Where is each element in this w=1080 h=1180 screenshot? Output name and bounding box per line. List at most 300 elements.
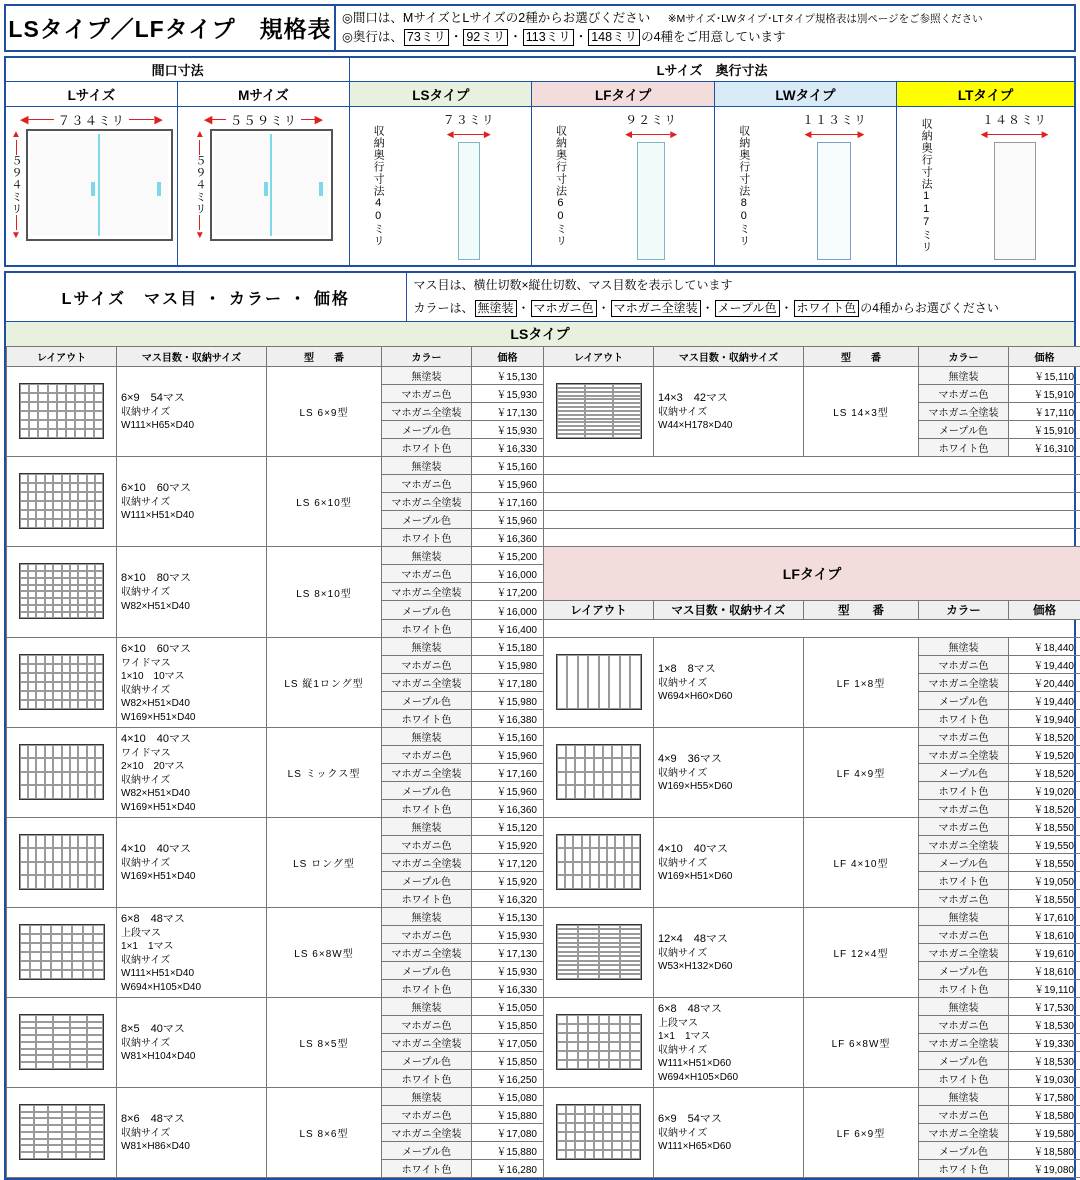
dimension-drawing-row (5, 106, 1075, 266)
column-header: 価格 (472, 347, 544, 367)
price-cell: ￥18,550 (1009, 818, 1080, 836)
color-cell: マホガニ全塗装 (382, 1124, 472, 1142)
layout-grid-diagram (19, 473, 105, 529)
color-cell: マホガニ全塗装 (382, 403, 472, 421)
size-line: W694×H105×D40 (121, 981, 262, 995)
color-cell: 無塗装 (382, 1088, 472, 1106)
spec-cell (654, 728, 804, 818)
color-chip-mutoso: 無塗装 (475, 300, 517, 317)
price-cell: ￥17,160 (472, 764, 544, 782)
depth-lw-value: １１３ミリ (802, 111, 867, 128)
size-line: 収納サイズ (658, 406, 799, 420)
price-note-1: マス目は、横仕切数×縦仕切数、マス目数を表示しています (408, 274, 1074, 297)
price-cell: ￥16,360 (472, 800, 544, 818)
price-cell: ￥15,850 (472, 1016, 544, 1034)
layout-grid-diagram (19, 654, 105, 710)
spacer-cell (544, 620, 1080, 638)
header-note-2: ◎奥行は、 73ミリ ・ 92ミリ ・ 113ミリ ・ 148ミリ の4種をご用意しています (342, 28, 1068, 47)
empty-cell (544, 475, 1080, 493)
color-cell: メープル色 (382, 962, 472, 980)
spec-cell (654, 1088, 804, 1178)
price-cell: ￥18,520 (1009, 728, 1080, 746)
price-cell: ￥16,330 (472, 980, 544, 998)
color-cell: メープル色 (919, 1142, 1009, 1160)
price-cell: ￥18,550 (1009, 890, 1080, 908)
layout-cell (7, 547, 117, 638)
price-cell: ￥18,610 (1009, 926, 1080, 944)
dimension-group-header-row (5, 57, 1075, 82)
model-cell: LS 6×9型 (267, 367, 382, 457)
spec-cell (654, 367, 804, 457)
layout-cell (544, 728, 654, 818)
price-cell: ￥18,580 (1009, 1106, 1080, 1124)
price-cell: ￥19,050 (1009, 872, 1080, 890)
price-note-2: カラーは、 無塗装 ・ マホガニ色 ・ マホガニ全塗装 ・ メープル色 ・ ホワイト色 の4種からお選びください (408, 297, 1074, 320)
price-cell: ￥19,440 (1009, 656, 1080, 674)
empty-cell (544, 457, 1080, 475)
header-note-1-text: ◎間口は、MサイズとLサイズの2種からお選びください (342, 11, 650, 25)
page-title: LSタイプ／LFタイプ 規格表 (6, 6, 336, 50)
color-cell: ホワイト色 (382, 710, 472, 728)
color-cell: 無塗装 (382, 547, 472, 565)
color-cell: メープル色 (919, 764, 1009, 782)
color-cell: マホガニ全塗装 (382, 583, 472, 601)
layout-cell (544, 908, 654, 998)
depth-ls-value: ７３ミリ (443, 111, 495, 128)
empty-cell (544, 493, 1080, 511)
layout-cell (7, 638, 117, 728)
price-cell: ￥17,050 (472, 1034, 544, 1052)
model-cell: LS ロング型 (267, 818, 382, 908)
header-band (4, 4, 1076, 52)
model-cell: LS 縦1ロング型 (267, 638, 382, 728)
price-cell: ￥15,880 (472, 1106, 544, 1124)
color-cell: メープル色 (382, 421, 472, 439)
price-cell: ￥16,330 (472, 439, 544, 457)
layout-cell (544, 638, 654, 728)
size-line: 収納サイズ (658, 947, 799, 961)
layout-grid-diagram (19, 1014, 105, 1070)
color-cell: マホガニ色 (919, 385, 1009, 403)
price-cell: ￥15,110 (1009, 367, 1080, 385)
depth-chip-73: 73ミリ (404, 29, 449, 47)
cabinet-drawing-m: ◀ ５５９ミリ ▶ ▲ ５９４ミリ ▼ (177, 106, 349, 266)
color-cell: ホワイト色 (382, 800, 472, 818)
table-row (7, 998, 1080, 1016)
color-chip-mahogany: マホガニ色 (531, 300, 597, 317)
color-cell: マホガニ色 (919, 800, 1009, 818)
price-cell: ￥15,080 (472, 1088, 544, 1106)
lf-type-band: LFタイプ (544, 547, 1080, 601)
column-header: 型 番 (804, 601, 919, 620)
layout-grid-diagram (556, 834, 642, 890)
price-cell: ￥18,520 (1009, 800, 1080, 818)
price-cell: ￥17,160 (472, 493, 544, 511)
color-cell: メープル色 (382, 1142, 472, 1160)
color-cell: メープル色 (382, 1052, 472, 1070)
col-type-lt: LTタイプ (897, 81, 1075, 106)
color-cell: マホガニ全塗装 (382, 1034, 472, 1052)
size-line: W169×H51×D60 (658, 870, 799, 884)
price-cell: ￥19,440 (1009, 692, 1080, 710)
size-line: W82×H51×D40 (121, 600, 262, 614)
model-cell: LF 12×4型 (804, 908, 919, 998)
color-cell: マホガニ全塗装 (919, 836, 1009, 854)
price-cell: ￥15,130 (472, 908, 544, 926)
price-cell: ￥18,530 (1009, 1052, 1080, 1070)
size-line: 収納サイズ (121, 1127, 262, 1141)
color-cell: メープル色 (382, 601, 472, 620)
price-section-title: Lサイズ マス目 ・ カラー ・ 価格 (6, 273, 406, 322)
cell-count: 14×3 42マス (658, 391, 799, 406)
color-chip-mahogany-full: マホガニ全塗装 (611, 300, 701, 317)
cell-count-sub2: 1×1 1マス (658, 1030, 799, 1044)
price-cell: ￥15,980 (472, 692, 544, 710)
ls-type-band: LSタイプ (6, 322, 1074, 346)
size-line: 収納サイズ (121, 496, 262, 510)
table-row (7, 818, 1080, 836)
price-cell: ￥15,050 (472, 998, 544, 1016)
color-cell: マホガニ全塗装 (382, 854, 472, 872)
column-header: カラー (919, 347, 1009, 367)
size-line: W111×H65×D60 (658, 1140, 799, 1154)
size-line: W111×H51×D60 (658, 1057, 799, 1071)
model-cell: LS 6×8W型 (267, 908, 382, 998)
size-line: 収納サイズ (121, 684, 262, 698)
layout-grid-diagram (19, 744, 105, 800)
price-cell: ￥16,400 (472, 620, 544, 638)
color-cell: ホワイト色 (382, 980, 472, 998)
price-cell: ￥17,080 (472, 1124, 544, 1142)
model-cell: LS ミックス型 (267, 728, 382, 818)
layout-cell (7, 998, 117, 1088)
color-cell: ホワイト色 (382, 529, 472, 547)
price-cell: ￥15,980 (472, 656, 544, 674)
size-line: 収納サイズ (121, 1037, 262, 1051)
color-cell: マホガニ色 (382, 926, 472, 944)
spec-cell (654, 908, 804, 998)
size-line: W169×H55×D60 (658, 780, 799, 794)
price-cell: ￥16,000 (472, 565, 544, 583)
color-cell: マホガニ色 (382, 565, 472, 583)
header-notes (336, 6, 1074, 50)
layout-grid-diagram (556, 744, 642, 800)
table-row (7, 908, 1080, 926)
empty-cell (544, 529, 1080, 547)
model-cell: LF 6×8W型 (804, 998, 919, 1088)
price-note-2-post: の4種からお選びください (860, 301, 999, 315)
empty-cell (544, 511, 1080, 529)
column-header-row (7, 347, 1080, 367)
color-cell: 無塗装 (919, 638, 1009, 656)
color-cell: マホガニ色 (919, 656, 1009, 674)
dimension-table (4, 56, 1076, 268)
column-header: カラー (919, 601, 1009, 620)
layout-cell (7, 818, 117, 908)
price-cell: ￥16,250 (472, 1070, 544, 1088)
color-cell: メープル色 (919, 421, 1009, 439)
column-header: レイアウト (7, 347, 117, 367)
header-note-1 (342, 9, 1068, 28)
cell-count: 6×9 54マス (121, 391, 262, 406)
price-note-2-pre: カラーは、 (414, 301, 474, 315)
color-cell: マホガニ色 (382, 475, 472, 493)
layout-cell (7, 728, 117, 818)
maguchi-header: 間口寸法 (5, 57, 350, 82)
price-cell: ￥17,130 (472, 403, 544, 421)
size-line: W44×H178×D40 (658, 419, 799, 433)
price-cell: ￥15,120 (472, 818, 544, 836)
column-header: 型 番 (804, 347, 919, 367)
cell-count: 1×8 8マス (658, 662, 799, 677)
size-line: W82×H51×D40 (121, 697, 262, 711)
depth-drawing-lw: 収納奥行寸法80ミリ １１３ミリ ◀ ▶ (714, 106, 896, 266)
depth-chip-113: 113ミリ (523, 29, 574, 47)
size-line: 収納サイズ (658, 857, 799, 871)
layout-grid-diagram (19, 834, 105, 890)
price-cell: ￥15,920 (472, 872, 544, 890)
price-cell: ￥15,160 (472, 457, 544, 475)
height-l-value: ５９４ミリ (8, 155, 24, 215)
size-line: W82×H51×D40 (121, 787, 262, 801)
depth-drawing-lf: 収納奥行寸法60ミリ ９２ミリ ◀ ▶ (532, 106, 714, 266)
spec-cell (117, 638, 267, 728)
price-cell: ￥17,580 (1009, 1088, 1080, 1106)
layout-grid-diagram (556, 924, 642, 980)
color-cell: マホガニ全塗装 (382, 493, 472, 511)
layout-grid-diagram (19, 383, 105, 439)
price-cell: ￥19,080 (1009, 1160, 1080, 1178)
layout-cell (544, 818, 654, 908)
price-cell: ￥16,320 (472, 890, 544, 908)
cell-count-sub: ワイドマス (121, 747, 262, 761)
price-cell: ￥20,440 (1009, 674, 1080, 692)
color-cell: マホガニ全塗装 (919, 746, 1009, 764)
color-cell: 無塗装 (919, 367, 1009, 385)
price-cell: ￥17,530 (1009, 998, 1080, 1016)
cell-count: 6×8 48マス (658, 1002, 799, 1017)
color-cell: マホガニ全塗装 (382, 764, 472, 782)
cell-count: 6×9 54マス (658, 1112, 799, 1127)
color-cell: 無塗装 (382, 998, 472, 1016)
spec-cell (117, 367, 267, 457)
spec-cell (117, 457, 267, 547)
spec-cell (117, 908, 267, 998)
price-notes (406, 273, 1074, 322)
layout-cell (7, 367, 117, 457)
cell-count-sub2: 2×10 20マス (121, 760, 262, 774)
color-chip-maple: メープル色 (715, 300, 780, 317)
price-cell: ￥15,850 (472, 1052, 544, 1070)
color-cell: マホガニ色 (382, 1016, 472, 1034)
price-cell: ￥16,280 (472, 1160, 544, 1178)
col-type-lw: LWタイプ (714, 81, 896, 106)
price-cell: ￥15,880 (472, 1142, 544, 1160)
depth-drawing-lt: 収納奥行寸法117ミリ １４８ミリ ◀ ▶ (897, 106, 1075, 266)
price-cell: ￥15,930 (472, 385, 544, 403)
color-cell: 無塗装 (919, 1088, 1009, 1106)
price-cell: ￥19,030 (1009, 1070, 1080, 1088)
price-cell: ￥16,000 (472, 601, 544, 620)
size-line: W169×H51×D40 (121, 711, 262, 725)
price-cell: ￥19,020 (1009, 782, 1080, 800)
depth-lf-side-label: 収納奥行寸法60ミリ (552, 125, 568, 247)
price-cell: ￥15,960 (472, 746, 544, 764)
color-cell: ホワイト色 (919, 980, 1009, 998)
layout-cell (544, 367, 654, 457)
table-row (7, 1088, 1080, 1106)
size-line: W81×H86×D40 (121, 1140, 262, 1154)
size-line: W81×H104×D40 (121, 1050, 262, 1064)
color-chip-white: ホワイト色 (794, 300, 860, 317)
size-line: 収納サイズ (121, 954, 262, 968)
size-line: 収納サイズ (121, 774, 262, 788)
price-cell: ￥15,960 (472, 475, 544, 493)
price-cell: ￥19,520 (1009, 746, 1080, 764)
col-size-l: Lサイズ (5, 81, 177, 106)
spec-cell (654, 638, 804, 728)
cell-count: 12×4 48マス (658, 932, 799, 947)
column-header: レイアウト (544, 601, 654, 620)
cell-count: 4×10 40マス (658, 842, 799, 857)
table-row (7, 638, 1080, 656)
cabinet-drawing-l: ◀ ７３４ミリ ▶ ▲ ５９４ミリ ▼ (5, 106, 177, 266)
color-cell: マホガニ色 (919, 728, 1009, 746)
price-cell: ￥15,200 (472, 547, 544, 565)
depth-drawing-ls: 収納奥行寸法40ミリ ７３ミリ ◀ ▶ (350, 106, 532, 266)
color-cell: ホワイト色 (919, 710, 1009, 728)
size-line: 収納サイズ (121, 857, 262, 871)
model-cell: LF 1×8型 (804, 638, 919, 728)
layout-grid-diagram (19, 924, 105, 980)
col-type-ls: LSタイプ (350, 81, 532, 106)
color-cell: メープル色 (919, 692, 1009, 710)
color-cell: マホガニ色 (919, 926, 1009, 944)
column-header: マス目数・収納サイズ (654, 601, 804, 620)
model-cell: LS 8×6型 (267, 1088, 382, 1178)
price-cell: ￥15,960 (472, 782, 544, 800)
layout-grid-diagram (556, 1104, 642, 1160)
size-line: W111×H51×D40 (121, 967, 262, 981)
price-cell: ￥15,930 (472, 926, 544, 944)
color-cell: ホワイト色 (382, 1070, 472, 1088)
color-cell: 無塗装 (382, 638, 472, 656)
cell-count-sub: 上段マス (658, 1017, 799, 1031)
column-header: カラー (382, 347, 472, 367)
model-cell: LS 14×3型 (804, 367, 919, 457)
color-cell: マホガニ全塗装 (919, 674, 1009, 692)
depth-lw-side-label: 収納奥行寸法80ミリ (736, 125, 752, 247)
size-line: 収納サイズ (658, 1127, 799, 1141)
price-cell: ￥18,520 (1009, 764, 1080, 782)
color-cell: マホガニ色 (382, 836, 472, 854)
price-cell: ￥15,910 (1009, 385, 1080, 403)
model-cell: LS 8×10型 (267, 547, 382, 638)
color-cell: マホガニ色 (919, 890, 1009, 908)
color-cell: マホガニ色 (919, 1106, 1009, 1124)
color-cell: マホガニ色 (382, 746, 472, 764)
header-note-2-post: の4種をご用意しています (641, 30, 785, 44)
cell-count: 8×6 48マス (121, 1112, 262, 1127)
size-line: W53×H132×D60 (658, 960, 799, 974)
price-cell: ￥15,930 (472, 421, 544, 439)
cell-count: 4×9 36マス (658, 752, 799, 767)
layout-grid-diagram (556, 654, 642, 710)
size-line: W694×H60×D60 (658, 690, 799, 704)
model-cell: LF 6×9型 (804, 1088, 919, 1178)
price-cell: ￥19,330 (1009, 1034, 1080, 1052)
okuyuki-header: Lサイズ 奥行寸法 (350, 57, 1075, 82)
color-cell: 無塗装 (382, 818, 472, 836)
price-cell: ￥19,580 (1009, 1124, 1080, 1142)
price-cell: ￥19,940 (1009, 710, 1080, 728)
color-cell: ホワイト色 (919, 439, 1009, 457)
color-cell: メープル色 (919, 1052, 1009, 1070)
color-cell: メープル色 (919, 962, 1009, 980)
size-line: W111×H51×D40 (121, 509, 262, 523)
price-cell: ￥15,910 (1009, 421, 1080, 439)
depth-chip-92: 92ミリ (463, 29, 508, 47)
size-line: W169×H51×D40 (121, 801, 262, 815)
size-line: W694×H105×D60 (658, 1071, 799, 1085)
color-cell: マホガニ色 (919, 1016, 1009, 1034)
layout-grid-diagram (556, 1014, 642, 1070)
color-cell: 無塗装 (382, 908, 472, 926)
color-cell: マホガニ全塗装 (919, 1124, 1009, 1142)
color-cell: マホガニ全塗装 (382, 944, 472, 962)
height-m-value: ５９４ミリ (192, 155, 208, 215)
layout-cell (7, 1088, 117, 1178)
table-row (7, 457, 1080, 475)
price-cell: ￥17,110 (1009, 403, 1080, 421)
color-cell: ホワイト色 (382, 890, 472, 908)
depth-ls-side-label: 収納奥行寸法40ミリ (370, 125, 386, 247)
cell-count-sub: 上段マス (121, 927, 262, 941)
price-cell: ￥16,360 (472, 529, 544, 547)
spec-cell (654, 998, 804, 1088)
column-header: レイアウト (544, 347, 654, 367)
col-type-lf: LFタイプ (532, 81, 714, 106)
column-header: 型 番 (267, 347, 382, 367)
layout-cell (544, 1088, 654, 1178)
spec-cell (117, 547, 267, 638)
cell-count: 6×10 60マス (121, 642, 262, 657)
price-cell: ￥15,160 (472, 728, 544, 746)
price-cell: ￥19,110 (1009, 980, 1080, 998)
layout-cell (7, 457, 117, 547)
column-header: マス目数・収納サイズ (117, 347, 267, 367)
width-l-value: ７３４ミリ (54, 111, 130, 129)
depth-lf-value: ９２ミリ (625, 111, 677, 128)
color-cell: マホガニ全塗装 (919, 944, 1009, 962)
price-cell: ￥18,440 (1009, 638, 1080, 656)
price-cell: ￥18,550 (1009, 854, 1080, 872)
cell-count-sub2: 1×10 10マス (121, 670, 262, 684)
layout-cell (544, 998, 654, 1088)
price-cell: ￥15,930 (472, 962, 544, 980)
col-size-m: Mサイズ (177, 81, 349, 106)
size-line: 収納サイズ (121, 406, 262, 420)
price-cell: ￥18,530 (1009, 1016, 1080, 1034)
color-cell: 無塗装 (919, 998, 1009, 1016)
price-cell: ￥18,580 (1009, 1142, 1080, 1160)
cell-count: 4×10 40マス (121, 732, 262, 747)
cell-count: 8×10 80マス (121, 571, 262, 586)
header-note-2-pre: ◎奥行は、 (342, 30, 403, 44)
size-line: 収納サイズ (658, 677, 799, 691)
color-cell: マホガニ色 (382, 1106, 472, 1124)
color-cell: メープル色 (919, 854, 1009, 872)
